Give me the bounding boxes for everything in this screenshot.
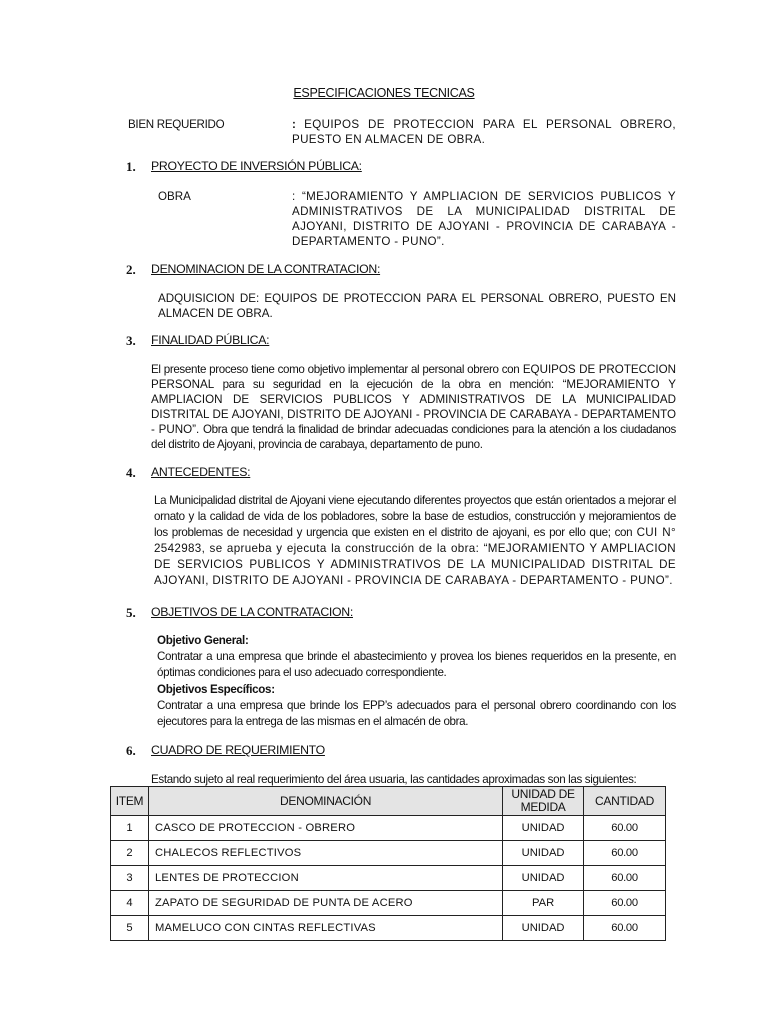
header-item: ITEM <box>111 787 149 816</box>
obra-value: : “MEJORAMIENTO Y AMPLIACION DE SERVICIOS PUBLICOS Y ADMINISTRATIVOS DE LA MUNICIPALIDAD DISTRITAL DE AJOYANI, DISTRITO DE AJOYANI - PROVINCIA DE CARABAYA - DEPARTAMENTO - PUNO”. <box>292 190 676 248</box>
row-cantidad: 60.00 <box>584 916 666 941</box>
row-item: 1 <box>111 816 149 841</box>
table-row <box>111 841 666 866</box>
table-row <box>111 891 666 916</box>
row-item: 5 <box>111 916 149 941</box>
section-6-number: 6. <box>126 743 136 758</box>
row-item: 3 <box>111 866 149 891</box>
denominacion-text: ADQUISICION DE: EQUIPOS DE PROTECCION PARA EL PERSONAL OBRERO, PUESTO EN ALMACEN DE OBRA. <box>158 292 676 320</box>
antecedentes-text <box>154 493 676 589</box>
row-cantidad: 60.00 <box>584 816 666 841</box>
finalidad-p2: EQUIPOS DE PROTECCION PERSONAL <box>151 363 676 391</box>
table-row <box>111 866 666 891</box>
row-unidad: PAR <box>503 891 584 916</box>
table-row <box>111 816 666 841</box>
bien-requerido-label: BIEN REQUERIDO <box>128 118 225 131</box>
section-2-title: DENOMINACION DE LA CONTRATACION: <box>151 262 381 276</box>
bien-requerido-value <box>292 117 676 147</box>
section-1-number: 1. <box>126 159 136 174</box>
section-1-title: PROYECTO DE INVERSIÓN PÚBLICA: <box>151 159 362 173</box>
bien-requerido-text: EQUIPOS DE PROTECCION PARA EL PERSONAL OBRERO, PUESTO EN ALMACEN DE OBRA. <box>292 118 676 146</box>
row-unidad: UNIDAD <box>503 866 584 891</box>
row-denominacion: CHALECOS REFLECTIVOS <box>148 841 502 866</box>
row-cantidad: 60.00 <box>584 866 666 891</box>
table-header-row <box>111 787 666 816</box>
section-4-title: ANTECEDENTES: <box>151 465 251 479</box>
row-item: 4 <box>111 891 149 916</box>
row-denominacion: ZAPATO DE SEGURIDAD DE PUNTA DE ACERO <box>148 891 502 916</box>
header-unidad: UNIDAD DE MEDIDA <box>503 787 584 816</box>
document-title: ESPECIFICACIONES TECNICAS <box>293 86 475 100</box>
row-unidad: UNIDAD <box>503 916 584 941</box>
requirements-table <box>110 786 666 941</box>
finalidad-p1: El presente proceso tiene como objetivo implementar al personal obrero con <box>151 363 520 376</box>
row-denominacion: CASCO DE PROTECCION - OBRERO <box>148 816 502 841</box>
objetivos-especificos-title: Objetivos Específicos: <box>157 683 275 696</box>
antecedentes-p2: CUI N° 2542983, se aprueba y ejecuta la construcción de la obra: “MEJORAMIENTO Y AMPLIACION DE SERVICIOS PUBLICOS Y ADMINISTRATIVOS DE LA MUNICIPALIDAD DISTRITAL DE AJOYANI, DISTRITO DE AJOYANI - PROVINCIA DE CARABAYA - DEPARTAMENTO - PUNO”. <box>154 526 676 587</box>
row-denominacion: MAMELUCO CON CINTAS REFLECTIVAS <box>148 916 502 941</box>
row-cantidad: 60.00 <box>584 891 666 916</box>
objetivo-general-text: Contratar a una empresa que brinde el abastecimiento y provea los bienes requeridos en la presente, en óptimas condiciones para el uso adecuado correspondiente. <box>157 650 676 679</box>
finalidad-p3: para su seguridad en la ejecución de la obra en mención: <box>222 378 554 391</box>
section-3-title: FINALIDAD PÚBLICA: <box>151 333 270 347</box>
row-unidad: UNIDAD <box>503 816 584 841</box>
section-5-title: OBJETIVOS DE LA CONTRATACION: <box>151 605 353 619</box>
objetivos-especificos-text: Contratar a una empresa que brinde los EPP’s adecuados para el personal obrero coordinando con los ejecutores para la entrega de las mismas en el almacén de obra. <box>157 699 676 728</box>
row-denominacion: LENTES DE PROTECCION <box>148 866 502 891</box>
table-row <box>111 916 666 941</box>
row-unidad: UNIDAD <box>503 841 584 866</box>
header-cantidad: CANTIDAD <box>584 787 666 816</box>
row-cantidad: 60.00 <box>584 841 666 866</box>
cuadro-intro: Estando sujeto al real requerimiento del área usuaria, las cantidades aproximadas son las siguientes: <box>151 773 637 786</box>
section-3-number: 3. <box>126 333 136 348</box>
objetivo-general-title: Objetivo General: <box>157 634 249 647</box>
section-2-number: 2. <box>126 262 136 277</box>
finalidad-p4: “MEJORAMIENTO Y AMPLIACION DE SERVICIOS PUBLICOS Y ADMINISTRATIVOS DE LA MUNICIPALIDAD DISTRITAL DE AJOYANI, DISTRITO DE AJOYANI - PROVINCIA DE CARABAYA - DEPARTAMENTO - PUNO”. <box>151 378 676 436</box>
obra-label: OBRA <box>158 190 191 203</box>
finalidad-text <box>151 362 676 452</box>
antecedentes-p1: La Municipalidad distrital de Ajoyani viene ejecutando diferentes proyectos que están orientados a mejorar el ornato y la calidad de vida de los pobladores, sobre la base de estudios, construcción y mejoramientos de los problemas de necesidad y urgencia que existen en el distrito de ajoyani, es por ello que; con <box>154 494 676 539</box>
section-4-number: 4. <box>126 465 136 480</box>
header-denominacion: DENOMINACIÓN <box>148 787 502 816</box>
bien-requerido-colon: : <box>292 118 296 131</box>
row-item: 2 <box>111 841 149 866</box>
finalidad-p5: Obra que tendrá la finalidad de brindar adecuadas condiciones para la atención a los ciudadanos del distrito de Ajoyani, provincia de carabaya, departamento de puno. <box>151 423 676 451</box>
section-5-number: 5. <box>126 605 136 620</box>
section-6-title: CUADRO DE REQUERIMIENTO <box>151 743 325 757</box>
